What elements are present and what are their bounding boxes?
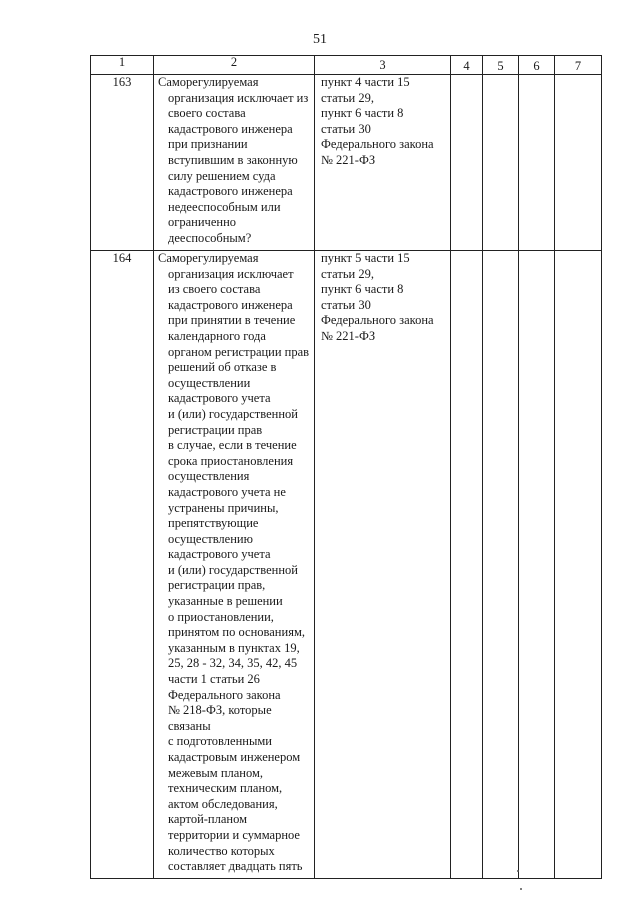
reference-line: Федерального закона [321,313,434,328]
scan-speck [517,870,519,872]
row-number: 164 [91,251,154,879]
answer-cell-6 [519,75,555,251]
text-line: в случае, если в течение [168,438,297,453]
answer-cell-7 [555,251,602,879]
text-line: регистрации прав [168,422,263,437]
text-line: осуществления [168,469,250,484]
reference-line: № 221-ФЗ [321,328,376,343]
text-line: картой-планом [168,812,248,827]
text-line: осуществлению [168,531,253,546]
reference-line: статьи 30 [321,297,371,312]
column-header-1: 1 [91,56,154,75]
text-line: регистрации прав, [168,578,266,593]
text-line: кадастрового инженера [168,297,293,312]
answer-cell-5 [483,251,519,879]
text-line: о приостановлении, [168,609,274,624]
text-line: кадастрового учета не [168,484,286,499]
text-line: кадастрового инженера [168,121,293,136]
text-line: связаны [168,718,211,733]
text-line: кадастрового учета [168,547,271,562]
answer-cell-6 [519,251,555,879]
scan-speck [520,888,522,890]
column-header-2: 2 [154,56,315,75]
text-line: Федерального закона [168,687,281,702]
text-line: количество которых [168,843,275,858]
column-header-3: 3 [315,56,451,75]
text-line: составляет двадцать пять [168,859,303,874]
text-line: кадастровым инженером [168,750,301,764]
text-line: кадастрового инженера [168,184,293,199]
text-line: календарного года [168,328,266,343]
answer-cell-7 [555,75,602,251]
reference-line: № 221-ФЗ [321,152,376,167]
text-line: устранены причины, [168,500,279,515]
answer-cell-5 [483,75,519,251]
column-header-5: 5 [483,56,519,75]
text-line: принятом по основаниям, [168,625,305,640]
text-line: части 1 статьи 26 [168,672,260,687]
text-line: указанным в пунктах 19, [168,640,300,655]
table-row [91,75,602,251]
text-line: 25, 28 - 32, 34, 35, 42, 45 [168,656,298,671]
compliance-table [90,55,602,879]
text-line: вступившим в законную [168,152,298,167]
reference-line: пункт 6 части 8 [321,106,404,121]
question-text [154,75,315,251]
answer-cell-4 [451,251,483,879]
text-line: № 218-ФЗ, которые [168,703,272,718]
text-line: решений об отказе в [168,360,277,375]
text-line: и (или) государственной [168,562,298,577]
reference-line: статьи 29, [321,266,374,281]
text-line: Саморегулируемая [158,251,259,265]
row-number: 163 [91,75,154,251]
table-row [91,251,602,879]
legal-reference [315,75,451,251]
text-line: кадастрового учета [168,391,271,406]
text-line: организация исключает [168,266,294,281]
reference-line: пункт 4 части 15 [321,75,410,89]
column-header-6: 6 [519,56,555,75]
text-line: при признании [168,137,248,152]
reference-line: пункт 5 части 15 [321,251,410,265]
text-line: из своего состава [168,282,261,297]
text-line: с подготовленными [168,734,272,749]
reference-line: пункт 6 части 8 [321,282,404,297]
header-row [91,56,602,75]
text-line: препятствующие [168,516,259,531]
text-line: органом регистрации прав [168,344,310,359]
text-line: силу решением суда [168,168,276,183]
text-line: актом обследования, [168,796,278,811]
text-line: ограниченно [168,215,237,230]
text-line: организация исключает из [168,90,309,105]
text-line: и (или) государственной [168,406,298,421]
column-header-7: 7 [555,56,602,75]
answer-cell-4 [451,75,483,251]
legal-reference [315,251,451,879]
text-line: территории и суммарное [168,827,300,842]
reference-line: статьи 29, [321,90,374,105]
text-line: осуществлении [168,375,251,390]
question-text [154,251,315,879]
column-header-4: 4 [451,56,483,75]
text-line: Саморегулируемая [158,75,259,89]
text-line: срока приостановления [168,453,294,468]
text-line: техническим планом, [168,781,283,796]
text-line: указанные в решении [168,594,283,609]
text-line: при принятии в течение [168,313,296,328]
text-line: недееспособным или [168,199,281,214]
page-number: 51 [313,32,327,47]
text-line: дееспособным? [168,230,252,245]
text-line: своего состава [168,106,246,121]
reference-line: Федерального закона [321,137,434,152]
text-line: межевым планом, [168,765,264,780]
reference-line: статьи 30 [321,121,371,136]
